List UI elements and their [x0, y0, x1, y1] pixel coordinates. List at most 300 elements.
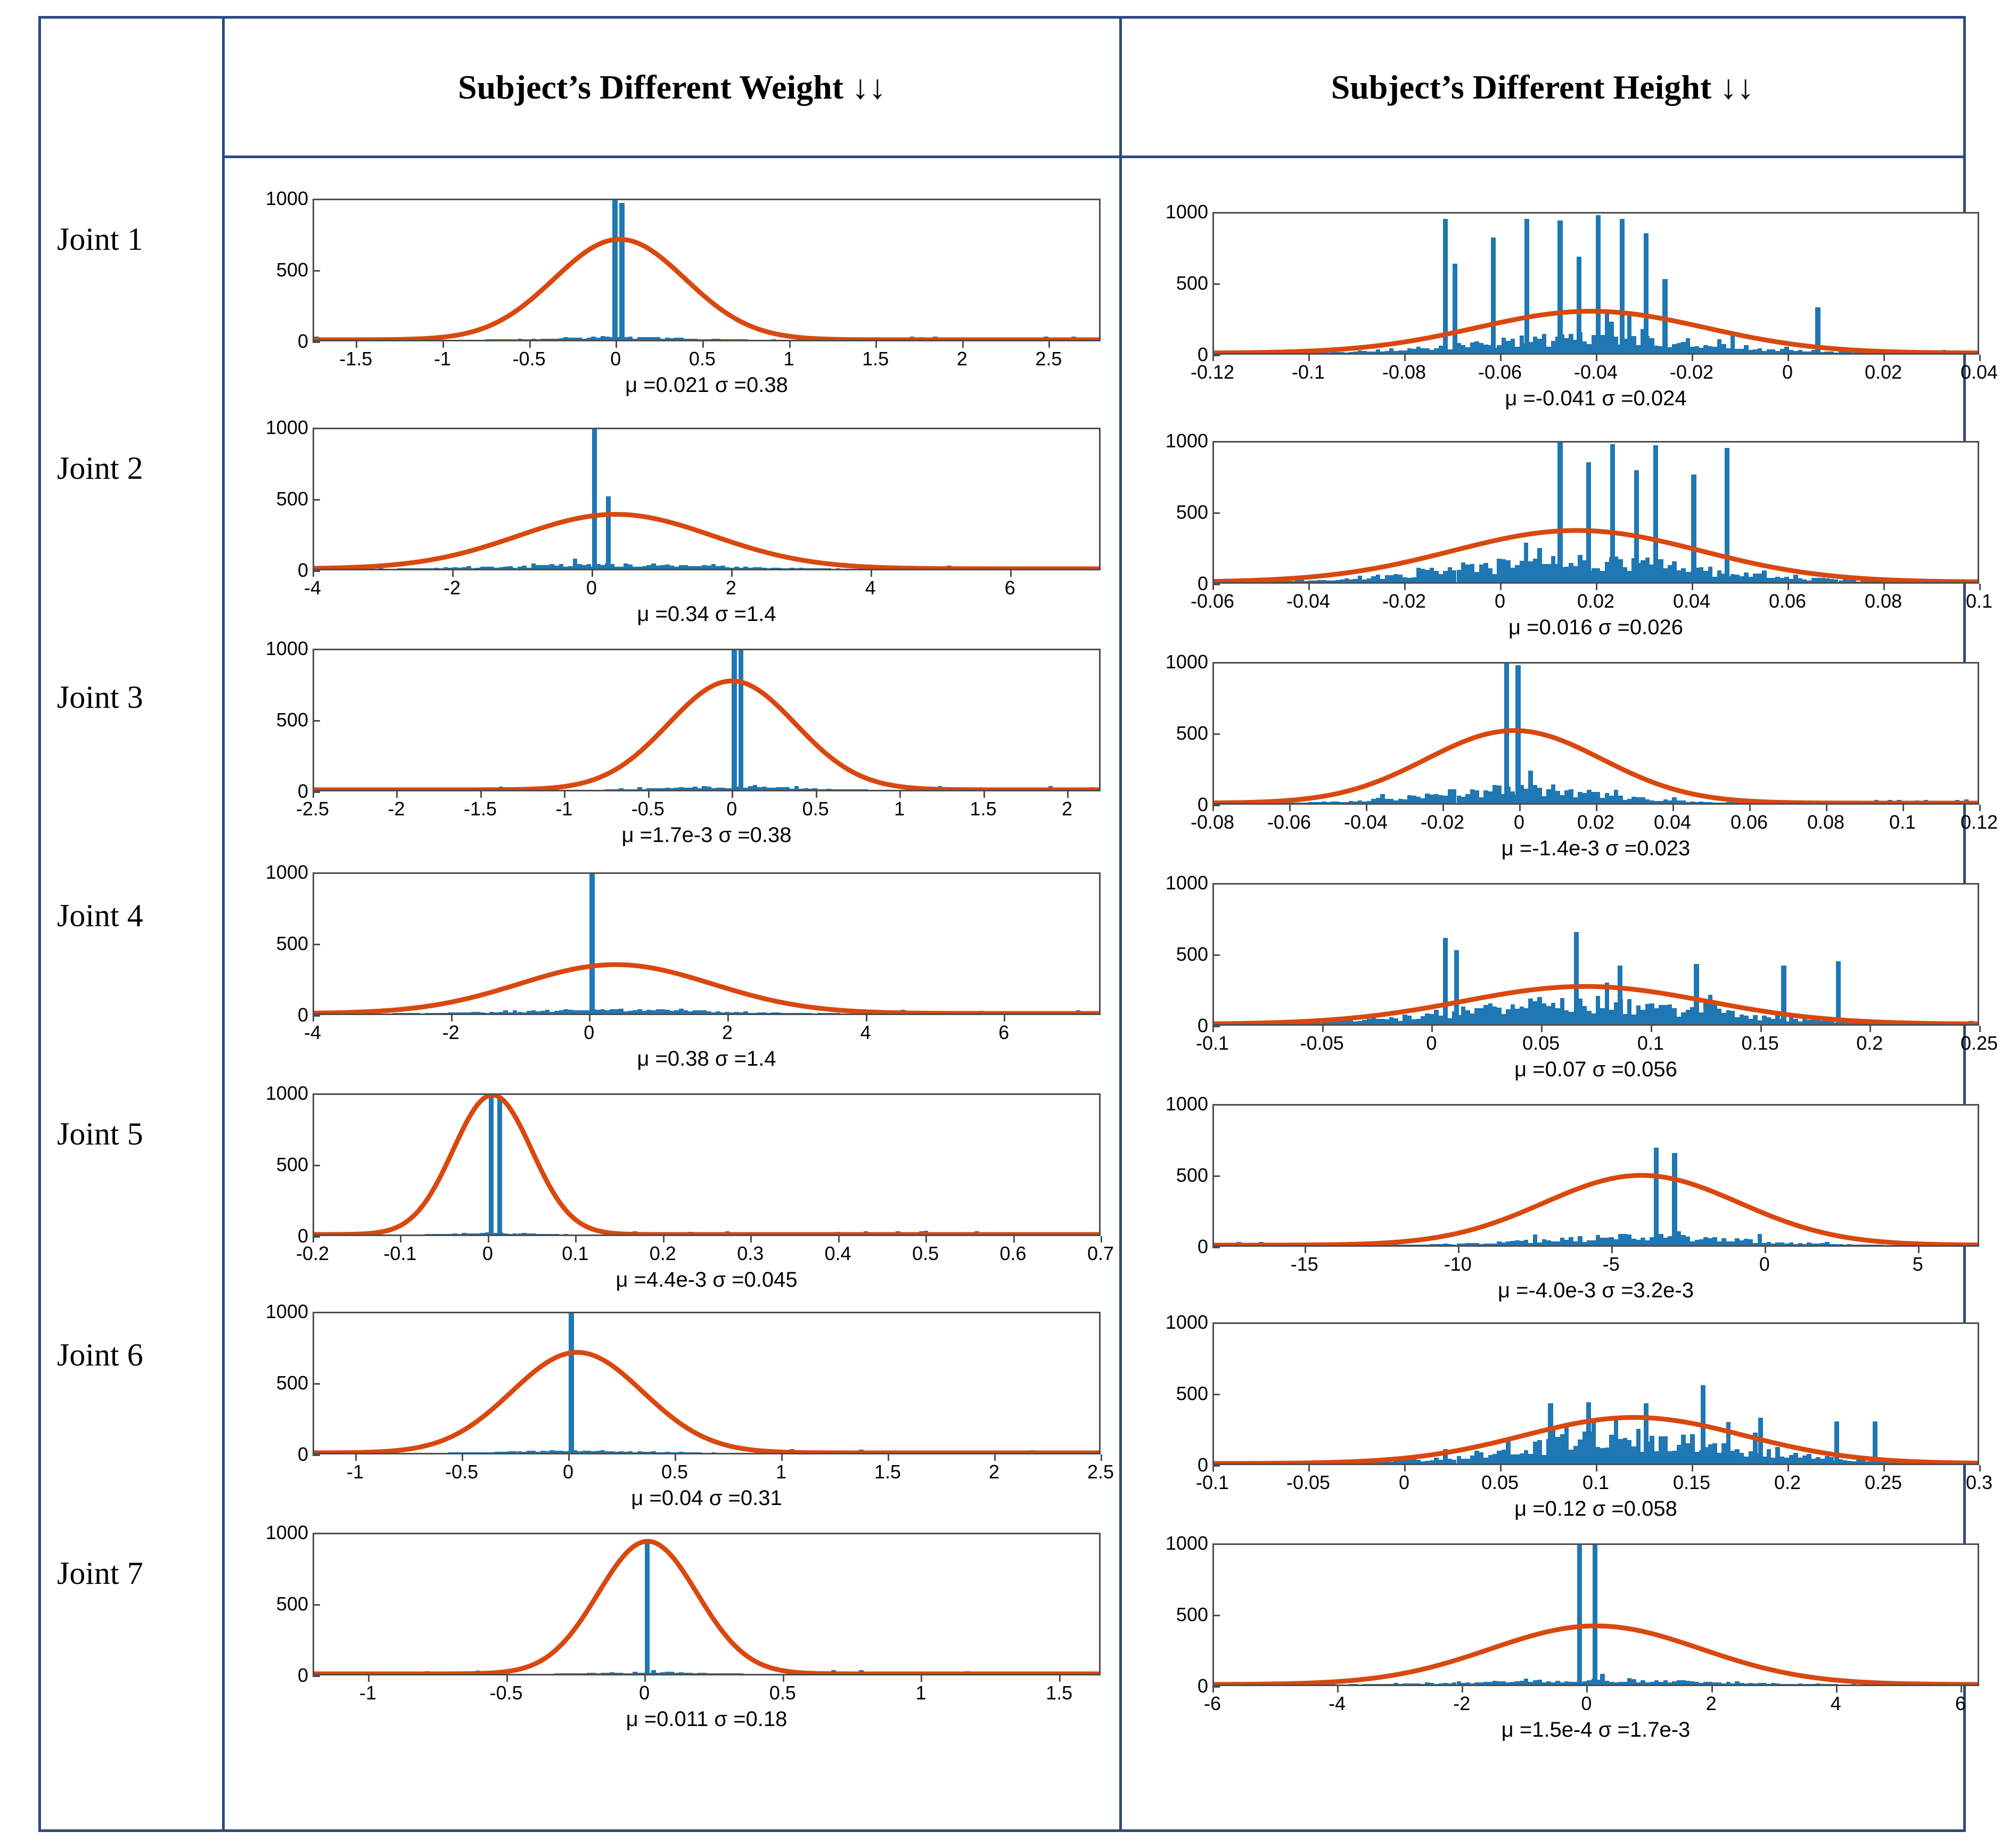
- x-tick-mark: [1101, 1236, 1102, 1242]
- x-tick-mark: [1961, 1686, 1962, 1692]
- x-tick-label: 0.6: [999, 1242, 1027, 1264]
- x-tick-label: 2: [721, 1021, 733, 1043]
- x-tick-label: -2.5: [296, 798, 330, 820]
- x-tick-mark: [1883, 355, 1885, 361]
- y-tick-mark: [313, 1383, 320, 1385]
- x-tick-mark: [1979, 584, 1981, 590]
- x-tick-label: 0: [1426, 1032, 1437, 1054]
- x-tick-mark: [1431, 1026, 1433, 1032]
- x-tick-mark: [1404, 1465, 1406, 1471]
- x-tick-label: 0.06: [1730, 811, 1768, 833]
- x-tick-mark: [644, 1675, 646, 1682]
- x-tick-label: 0.5: [769, 1682, 796, 1704]
- y-tick-mark: [313, 1093, 320, 1095]
- x-tick-mark: [994, 1454, 996, 1461]
- y-tick-mark: [1212, 1394, 1220, 1395]
- x-tick-label: -0.5: [631, 798, 665, 820]
- gaussian-fit-curve: [1214, 1545, 1978, 1685]
- y-tick-label: 1000: [265, 1522, 308, 1543]
- y-tick-label: 0: [297, 1225, 308, 1247]
- x-tick-mark: [1586, 1686, 1588, 1692]
- y-tick-mark: [1212, 1615, 1220, 1616]
- x-tick-label: 0: [584, 1021, 595, 1043]
- mu-sigma-label: μ =0.07 σ =0.056: [1514, 1058, 1677, 1081]
- x-tick-mark: [1692, 1465, 1693, 1471]
- x-tick-mark: [568, 1454, 570, 1461]
- x-tick-label: 0: [726, 798, 737, 820]
- x-tick-mark: [1596, 355, 1597, 361]
- x-tick-label: -0.1: [383, 1242, 417, 1264]
- x-tick-mark: [983, 791, 985, 798]
- plot-frame: [313, 1533, 1101, 1675]
- x-tick-label: 1.5: [970, 798, 997, 820]
- x-tick-mark: [488, 1236, 489, 1242]
- x-tick-mark: [1918, 1247, 1920, 1253]
- mu-sigma-label: μ =4.4e-3 σ =0.045: [616, 1268, 798, 1291]
- gaussian-fit-curve: [1214, 664, 1978, 803]
- x-tick-label: 0: [482, 1242, 493, 1264]
- mu-sigma-label: μ =0.34 σ =1.4: [637, 602, 776, 626]
- y-tick-label: 1000: [265, 1301, 308, 1322]
- y-tick-label: 500: [1176, 501, 1208, 523]
- x-tick-label: -2: [442, 1021, 460, 1043]
- x-tick-mark: [1212, 1026, 1214, 1032]
- x-tick-label: -0.05: [1300, 1032, 1344, 1054]
- x-tick-mark: [1902, 805, 1904, 811]
- x-tick-mark: [1212, 1686, 1214, 1692]
- x-tick-label: -1: [555, 798, 573, 820]
- x-tick-mark: [1337, 1686, 1339, 1692]
- mu-sigma-label: μ =0.38 σ =1.4: [637, 1047, 776, 1070]
- x-tick-mark: [480, 791, 482, 798]
- x-tick-mark: [1500, 355, 1502, 361]
- x-tick-mark: [1692, 355, 1693, 361]
- x-tick-mark: [1979, 1026, 1981, 1032]
- y-tick-label: 500: [1176, 1164, 1208, 1186]
- x-tick-mark: [1787, 1465, 1789, 1471]
- x-tick-label: 1: [783, 348, 794, 370]
- x-tick-label: 1: [775, 1461, 787, 1483]
- y-tick-mark: [313, 341, 320, 343]
- gaussian-fit-curve: [1214, 1324, 1978, 1463]
- x-tick-label: 0.5: [661, 1461, 688, 1483]
- x-tick-label: -1.5: [339, 348, 373, 370]
- x-tick-label: 0.1: [1582, 1471, 1610, 1493]
- x-tick-mark: [1787, 355, 1789, 361]
- x-tick-label: -0.04: [1286, 590, 1331, 612]
- row-label-joint-2: Joint 2: [57, 451, 143, 486]
- x-tick-mark: [732, 791, 733, 798]
- x-tick-mark: [1404, 355, 1406, 361]
- x-tick-mark: [1979, 805, 1981, 811]
- x-tick-label: 4: [1830, 1692, 1841, 1714]
- x-tick-mark: [313, 570, 314, 577]
- x-tick-mark: [1760, 1026, 1762, 1032]
- x-tick-label: 0: [1513, 811, 1525, 833]
- plot-frame: [313, 1312, 1101, 1454]
- y-tick-mark: [313, 428, 320, 429]
- x-tick-label: 6: [998, 1021, 1010, 1043]
- x-tick-mark: [1883, 1465, 1885, 1471]
- x-tick-mark: [1651, 1026, 1652, 1032]
- x-tick-label: -10: [1444, 1253, 1472, 1275]
- x-tick-mark: [1519, 805, 1521, 811]
- x-tick-label: 0.25: [1864, 1471, 1902, 1493]
- x-tick-label: -0.04: [1343, 811, 1388, 833]
- x-tick-label: -0.06: [1478, 361, 1522, 383]
- mu-sigma-label: μ =0.04 σ =0.31: [631, 1486, 782, 1510]
- x-tick-label: 0.02: [1864, 361, 1902, 383]
- x-tick-mark: [702, 341, 704, 348]
- x-tick-mark: [838, 1236, 840, 1242]
- y-tick-label: 0: [297, 559, 308, 581]
- x-tick-label: -0.1: [1195, 1471, 1229, 1493]
- x-tick-label: 0: [562, 1461, 574, 1483]
- y-tick-mark: [1212, 883, 1220, 885]
- x-tick-label: 0.15: [1672, 1471, 1711, 1493]
- x-tick-mark: [1305, 1247, 1306, 1253]
- x-tick-mark: [1010, 570, 1012, 577]
- y-tick-mark: [313, 1604, 320, 1606]
- x-tick-mark: [355, 1454, 357, 1461]
- y-tick-label: 500: [276, 933, 308, 954]
- y-tick-mark: [1212, 1104, 1220, 1106]
- x-tick-mark: [592, 570, 593, 577]
- plot-frame: [1212, 1322, 1979, 1465]
- x-tick-mark: [1596, 805, 1597, 811]
- plot-frame: [313, 649, 1101, 791]
- x-tick-mark: [750, 1236, 752, 1242]
- x-tick-label: 2: [725, 577, 736, 599]
- y-tick-label: 500: [276, 1154, 308, 1175]
- header-height: Subject’s Different Height ↓↓: [1331, 68, 1754, 106]
- x-tick-label: -4: [304, 1021, 322, 1043]
- mu-sigma-label: μ =1.7e-3 σ =0.38: [621, 823, 792, 847]
- y-tick-mark: [313, 270, 320, 272]
- y-tick-mark: [313, 720, 320, 722]
- y-tick-label: 1000: [1165, 1532, 1208, 1554]
- x-tick-mark: [1596, 584, 1597, 590]
- x-tick-label: 1: [894, 798, 905, 820]
- x-tick-mark: [675, 1454, 676, 1461]
- x-tick-mark: [356, 341, 357, 348]
- gaussian-fit-curve: [314, 650, 1099, 790]
- gaussian-fit-curve: [1214, 885, 1978, 1024]
- x-tick-mark: [313, 1236, 314, 1242]
- x-tick-mark: [451, 1015, 453, 1021]
- x-tick-mark: [816, 791, 817, 798]
- x-tick-label: 0: [1759, 1253, 1770, 1275]
- gaussian-fit-curve: [314, 200, 1099, 340]
- y-tick-mark: [313, 944, 320, 945]
- x-tick-label: 0.04: [1672, 590, 1711, 612]
- y-tick-label: 500: [1176, 943, 1208, 965]
- x-tick-mark: [783, 1675, 784, 1682]
- x-tick-label: 2.5: [1087, 1461, 1114, 1483]
- mu-sigma-label: μ =0.011 σ =0.18: [626, 1707, 788, 1731]
- y-tick-label: 1000: [265, 416, 308, 438]
- header-underline-right: [1119, 156, 1963, 158]
- x-tick-mark: [1596, 1465, 1597, 1471]
- x-tick-label: 0.2: [1856, 1032, 1883, 1054]
- x-tick-label: 0: [1494, 590, 1506, 612]
- x-tick-label: -0.06: [1190, 590, 1235, 612]
- x-tick-label: -0.02: [1420, 811, 1465, 833]
- x-tick-mark: [1692, 584, 1693, 590]
- x-tick-mark: [589, 1015, 591, 1021]
- y-tick-mark: [313, 199, 320, 200]
- x-tick-label: -0.05: [1286, 1471, 1331, 1493]
- row-label-joint-1: Joint 1: [57, 222, 143, 257]
- x-tick-label: -0.5: [512, 348, 546, 370]
- y-tick-label: 0: [297, 1443, 308, 1465]
- x-tick-label: 5: [1912, 1253, 1923, 1275]
- row-label-joint-6: Joint 6: [57, 1337, 143, 1372]
- x-tick-mark: [313, 791, 314, 798]
- x-tick-label: 1: [915, 1682, 926, 1704]
- x-tick-label: 0.25: [1960, 1032, 1998, 1054]
- x-tick-label: 0.1: [1965, 590, 1993, 612]
- x-tick-mark: [871, 570, 872, 577]
- x-tick-mark: [1404, 584, 1406, 590]
- y-tick-label: 0: [1197, 573, 1208, 594]
- x-tick-mark: [962, 341, 964, 348]
- plot-frame: [1212, 441, 1979, 584]
- x-tick-mark: [663, 1236, 665, 1242]
- y-tick-mark: [1212, 212, 1220, 214]
- x-tick-label: -0.1: [1291, 361, 1325, 383]
- x-tick-label: 0.5: [912, 1242, 939, 1264]
- x-tick-label: 2: [1062, 798, 1073, 820]
- x-tick-mark: [1059, 1675, 1061, 1682]
- x-tick-label: 0.5: [688, 348, 716, 370]
- x-tick-mark: [1462, 1686, 1463, 1692]
- x-tick-label: 0: [610, 348, 621, 370]
- x-tick-mark: [575, 1236, 577, 1242]
- y-tick-mark: [1212, 1322, 1220, 1324]
- x-tick-mark: [866, 1015, 867, 1021]
- gaussian-fit-curve: [1214, 214, 1978, 353]
- x-tick-mark: [781, 1454, 783, 1461]
- x-tick-mark: [1749, 805, 1751, 811]
- y-tick-mark: [1212, 1175, 1220, 1177]
- x-tick-mark: [875, 341, 877, 348]
- x-tick-label: -2: [1453, 1692, 1471, 1714]
- gaussian-fit-curve: [314, 429, 1099, 569]
- row-label-joint-7: Joint 7: [57, 1556, 143, 1591]
- x-tick-mark: [925, 1236, 927, 1242]
- x-tick-label: 4: [865, 577, 876, 599]
- x-tick-label: 0.02: [1577, 811, 1615, 833]
- x-tick-label: 0.15: [1741, 1032, 1779, 1054]
- x-tick-label: -6: [1203, 1692, 1221, 1714]
- mu-sigma-label: μ =0.016 σ =0.026: [1508, 616, 1683, 639]
- x-tick-mark: [1541, 1026, 1543, 1032]
- y-tick-label: 1000: [265, 187, 308, 209]
- x-tick-label: 2: [956, 348, 967, 370]
- x-tick-mark: [1787, 584, 1789, 590]
- x-tick-mark: [462, 1454, 463, 1461]
- y-tick-mark: [313, 1675, 320, 1677]
- plot-frame: [313, 872, 1101, 1015]
- y-tick-label: 0: [1197, 1015, 1208, 1036]
- x-tick-mark: [1048, 341, 1050, 348]
- x-tick-mark: [1212, 584, 1214, 590]
- header-underline-left: [222, 156, 1119, 158]
- gaussian-fit-curve: [314, 874, 1099, 1013]
- y-tick-mark: [1212, 1247, 1220, 1248]
- x-tick-label: 0.2: [1774, 1471, 1801, 1493]
- x-tick-mark: [1308, 1465, 1310, 1471]
- y-tick-label: 500: [1176, 1604, 1208, 1625]
- x-tick-label: -1: [359, 1682, 376, 1704]
- plot-frame: [313, 1093, 1101, 1236]
- y-tick-label: 1000: [1165, 430, 1208, 452]
- y-tick-label: 1000: [1165, 1311, 1208, 1333]
- x-tick-label: 0.05: [1481, 1471, 1519, 1493]
- x-tick-label: 1.5: [862, 348, 889, 370]
- x-tick-mark: [529, 341, 531, 348]
- x-tick-mark: [1322, 1026, 1324, 1032]
- x-tick-label: 0: [639, 1682, 650, 1704]
- x-tick-label: -4: [304, 577, 322, 599]
- x-tick-label: 0.12: [1960, 811, 1998, 833]
- x-tick-label: 2: [988, 1461, 1000, 1483]
- x-tick-label: -2: [388, 798, 405, 820]
- y-tick-label: 500: [276, 1593, 308, 1615]
- x-tick-label: -4: [1328, 1692, 1346, 1714]
- x-tick-mark: [368, 1675, 370, 1682]
- gaussian-fit-curve: [1214, 1106, 1978, 1245]
- x-tick-label: 0.04: [1653, 811, 1692, 833]
- x-tick-label: -2: [443, 577, 461, 599]
- x-tick-mark: [888, 1454, 889, 1461]
- y-tick-label: 0: [297, 330, 308, 352]
- y-tick-label: 500: [276, 1372, 308, 1394]
- x-tick-mark: [1308, 355, 1310, 361]
- row-label-joint-4: Joint 4: [57, 898, 143, 933]
- x-tick-mark: [1711, 1686, 1713, 1692]
- mu-sigma-label: μ =0.12 σ =0.058: [1514, 1497, 1677, 1520]
- y-tick-label: 0: [1197, 344, 1208, 365]
- x-tick-mark: [1101, 1454, 1102, 1461]
- plot-frame: [1212, 662, 1979, 805]
- y-tick-label: 0: [1197, 794, 1208, 815]
- x-tick-label: 0.4: [824, 1242, 851, 1264]
- plot-frame: [1212, 1543, 1979, 1686]
- x-tick-label: 0.08: [1807, 811, 1845, 833]
- x-tick-mark: [313, 1015, 314, 1021]
- x-tick-mark: [396, 791, 398, 798]
- mu-sigma-label: μ =0.021 σ =0.38: [625, 373, 788, 397]
- plot-frame: [1212, 212, 1979, 355]
- x-tick-label: 2.5: [1035, 348, 1062, 370]
- x-tick-mark: [1442, 805, 1444, 811]
- y-tick-label: 0: [1197, 1236, 1208, 1257]
- y-tick-label: 500: [276, 488, 308, 510]
- x-tick-label: -0.08: [1190, 811, 1235, 833]
- y-tick-mark: [1212, 283, 1220, 285]
- x-tick-label: -1: [433, 348, 451, 370]
- y-tick-label: 1000: [265, 861, 308, 883]
- y-tick-label: 500: [1176, 272, 1208, 294]
- y-tick-label: 1000: [265, 1082, 308, 1104]
- x-tick-label: 2: [1705, 1692, 1717, 1714]
- x-tick-label: 1.5: [1046, 1682, 1073, 1704]
- x-tick-mark: [442, 341, 444, 348]
- y-tick-mark: [1212, 512, 1220, 514]
- x-tick-mark: [1883, 584, 1885, 590]
- y-tick-label: 1000: [1165, 1093, 1208, 1115]
- x-tick-mark: [731, 570, 733, 577]
- x-tick-label: 0.1: [562, 1242, 589, 1264]
- x-tick-label: 0.04: [1960, 361, 1998, 383]
- y-tick-mark: [1212, 662, 1220, 664]
- x-tick-mark: [1212, 355, 1214, 361]
- x-tick-mark: [1826, 805, 1827, 811]
- x-tick-label: -0.02: [1669, 361, 1714, 383]
- mu-sigma-label: μ =-4.0e-3 σ =3.2e-3: [1498, 1279, 1694, 1302]
- x-tick-mark: [648, 791, 650, 798]
- plot-frame: [1212, 1104, 1979, 1247]
- gaussian-fit-curve: [1214, 443, 1978, 582]
- x-tick-mark: [1611, 1247, 1613, 1253]
- y-tick-label: 0: [297, 1664, 308, 1686]
- x-tick-label: 4: [860, 1021, 871, 1043]
- x-tick-mark: [564, 791, 565, 798]
- gaussian-fit-curve: [314, 1095, 1099, 1234]
- x-tick-label: -0.5: [489, 1682, 523, 1704]
- x-tick-mark: [921, 1675, 922, 1682]
- x-tick-mark: [506, 1675, 508, 1682]
- y-tick-label: 0: [297, 1004, 308, 1026]
- x-tick-label: -1: [346, 1461, 364, 1483]
- gaussian-fit-curve: [314, 1313, 1099, 1453]
- x-tick-mark: [1067, 791, 1069, 798]
- x-tick-label: -0.06: [1267, 811, 1311, 833]
- x-tick-label: -1.5: [463, 798, 497, 820]
- plot-frame: [313, 199, 1101, 341]
- x-tick-mark: [789, 341, 791, 348]
- x-tick-mark: [1458, 1247, 1459, 1253]
- x-tick-mark: [1212, 1465, 1214, 1471]
- x-tick-label: -15: [1290, 1253, 1318, 1275]
- y-tick-label: 1000: [1165, 651, 1208, 673]
- x-tick-mark: [1500, 1465, 1502, 1471]
- plot-frame: [313, 428, 1101, 570]
- y-tick-label: 500: [276, 259, 308, 281]
- y-tick-label: 500: [1176, 722, 1208, 744]
- x-tick-mark: [616, 341, 617, 348]
- x-tick-label: -0.2: [296, 1242, 330, 1264]
- x-tick-mark: [1836, 1686, 1838, 1692]
- row-label-joint-3: Joint 3: [57, 680, 143, 715]
- x-tick-label: 0: [586, 577, 597, 599]
- x-tick-mark: [1500, 584, 1502, 590]
- x-tick-label: 0: [1398, 1471, 1410, 1493]
- y-tick-mark: [313, 1165, 320, 1166]
- x-tick-mark: [1979, 355, 1981, 361]
- x-tick-mark: [1869, 1026, 1871, 1032]
- x-tick-label: -0.02: [1382, 590, 1426, 612]
- y-tick-mark: [313, 872, 320, 874]
- y-tick-label: 1000: [1165, 872, 1208, 894]
- y-tick-mark: [313, 1312, 320, 1313]
- x-tick-label: 0.08: [1864, 590, 1902, 612]
- x-tick-label: 1.5: [874, 1461, 901, 1483]
- x-tick-label: 0.7: [1087, 1242, 1114, 1264]
- y-tick-label: 1000: [265, 637, 308, 659]
